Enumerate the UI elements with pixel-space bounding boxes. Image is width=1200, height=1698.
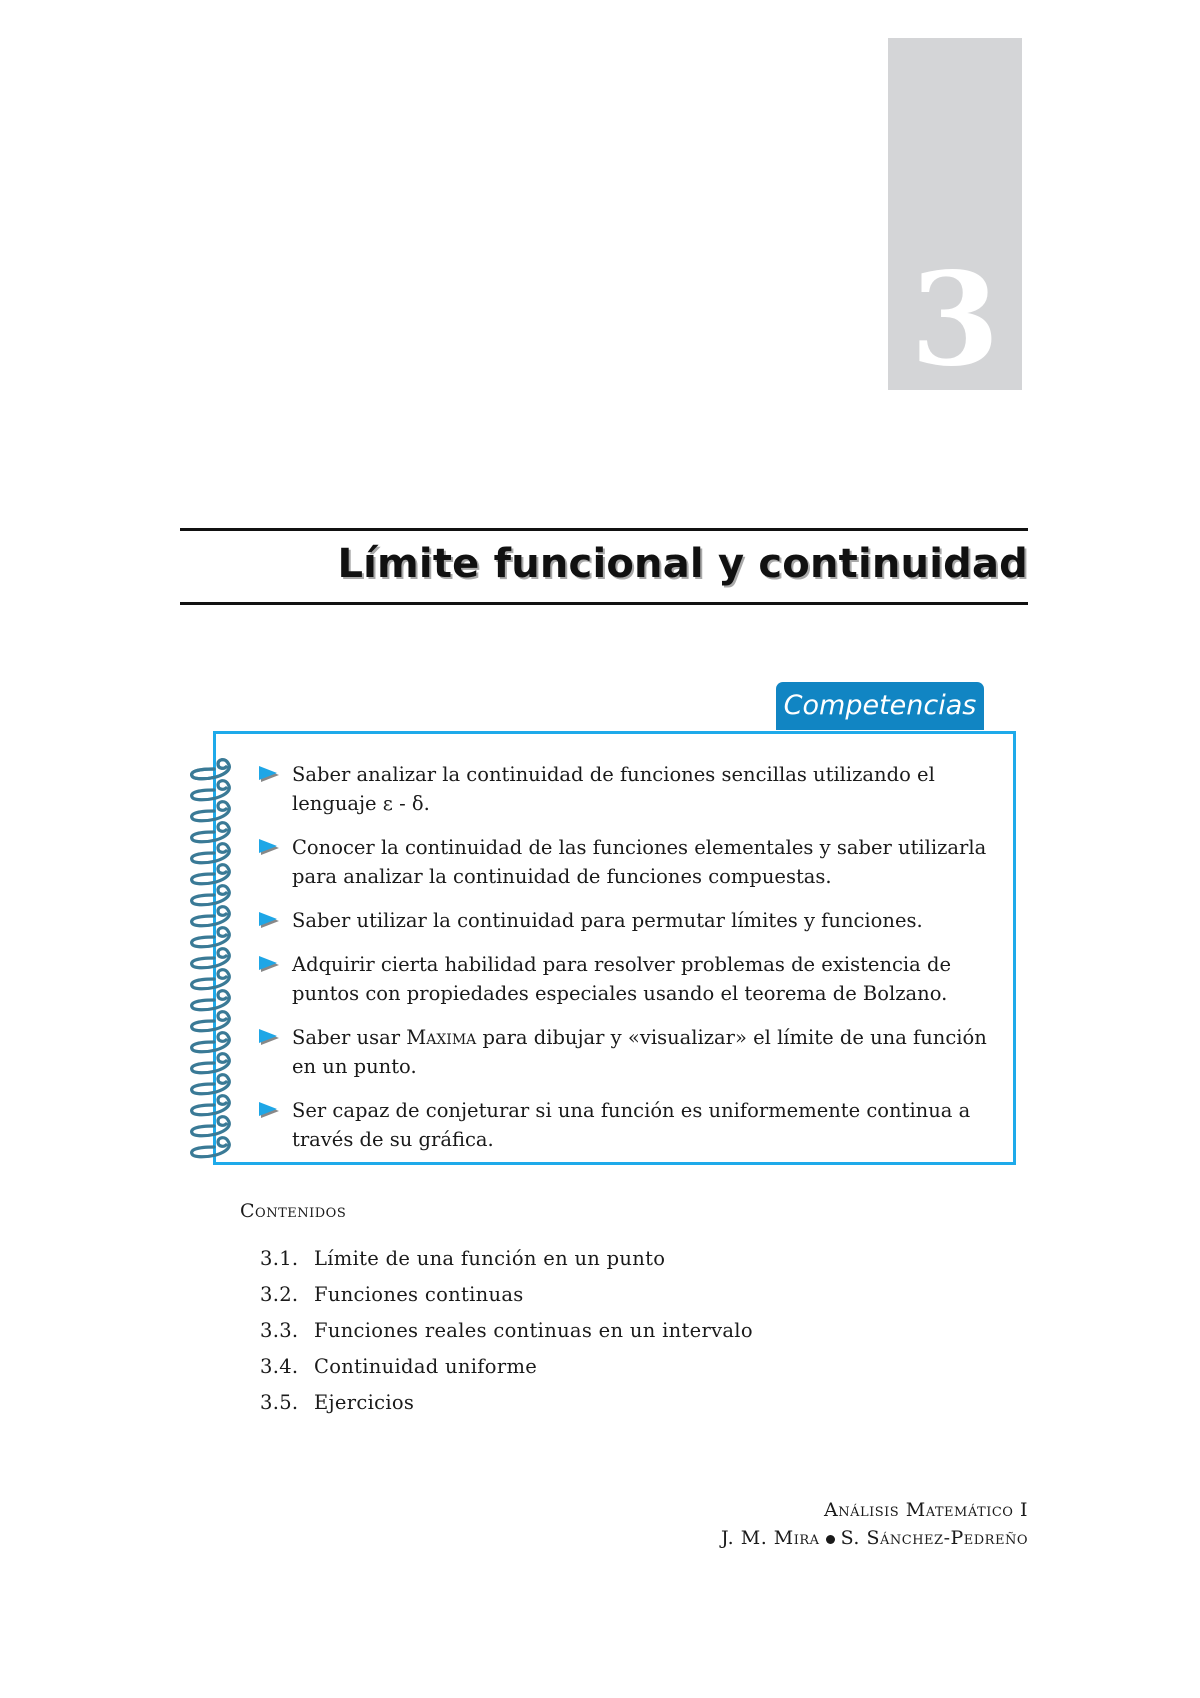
- section-number: 3.4.: [260, 1355, 299, 1378]
- competencia-text: Adquirir cierta habilidad para resolver problemas de existencia de puntos con propiedades especiales usando el teorema de Bolzano.: [292, 953, 952, 1005]
- book-footer: [721, 1496, 1028, 1552]
- contents-item[interactable]: [260, 1241, 753, 1277]
- triangle-bullet-icon: [258, 838, 282, 858]
- competencia-text: para dibujar y «visualizar» el límite de una función en un punto.: [292, 1026, 987, 1078]
- competencia-item: [258, 906, 1008, 935]
- bullet-separator-icon: [826, 1535, 835, 1544]
- chapter-title: Límite funcional y continuidad: [337, 541, 1028, 587]
- competencia-text: Saber utilizar la continuidad para permutar límites y funciones.: [292, 909, 923, 932]
- contents-item[interactable]: [260, 1349, 753, 1385]
- contents-item[interactable]: [260, 1313, 753, 1349]
- contents-item[interactable]: [260, 1385, 753, 1421]
- maxima-software-name: Maxima: [406, 1026, 477, 1049]
- competencia-text: Saber analizar la continuidad de funciones sencillas utilizando el lenguaje ε - δ.: [292, 763, 935, 815]
- competencia-item: [258, 833, 1008, 891]
- title-rule-top: [180, 528, 1028, 531]
- section-number: 3.5.: [260, 1391, 299, 1414]
- section-title: Continuidad uniforme: [314, 1355, 538, 1378]
- section-title: Ejercicios: [314, 1391, 415, 1414]
- author-2: S. Sánchez-Pedreño: [840, 1527, 1028, 1549]
- triangle-bullet-icon: [258, 911, 282, 931]
- author-1: J. M. Mira: [721, 1527, 820, 1549]
- contents-item[interactable]: [260, 1277, 753, 1313]
- competencia-text: Ser capaz de conjeturar si una función es uniformemente continua a través de su gráfica.: [292, 1099, 971, 1151]
- competencias-list: [258, 760, 1008, 1169]
- chapter-number: 3: [910, 245, 1000, 395]
- section-number: 3.3.: [260, 1319, 299, 1342]
- section-number: 3.1.: [260, 1247, 299, 1270]
- contents-list: [260, 1241, 753, 1421]
- triangle-bullet-icon: [258, 1101, 282, 1121]
- spiral-binding-icon: [188, 755, 248, 1165]
- book-title: Análisis Matemático I: [824, 1499, 1028, 1521]
- competencia-text: Saber usar: [292, 1026, 407, 1049]
- title-rule-bottom: [180, 602, 1028, 605]
- contents-heading: Contenidos: [240, 1200, 347, 1222]
- section-title: Funciones reales continuas en un intervalo: [314, 1319, 753, 1342]
- section-title: Funciones continuas: [314, 1283, 524, 1306]
- chapter-number-block: [888, 38, 1022, 395]
- authors: [721, 1524, 1028, 1552]
- triangle-bullet-icon: [258, 955, 282, 975]
- competencia-item: [258, 1023, 1008, 1081]
- triangle-bullet-icon: [258, 765, 282, 785]
- section-number: 3.2.: [260, 1283, 299, 1306]
- competencia-item: [258, 1096, 1008, 1154]
- section-title: Límite de una función en un punto: [314, 1247, 666, 1270]
- competencia-item: [258, 950, 1008, 1008]
- competencia-item: [258, 760, 1008, 818]
- triangle-bullet-icon: [258, 1028, 282, 1048]
- competencias-tab: Competencias: [776, 682, 984, 730]
- competencia-text: Conocer la continuidad de las funciones elementales y saber utilizarla para analizar la continuidad de funciones compuestas.: [292, 836, 987, 888]
